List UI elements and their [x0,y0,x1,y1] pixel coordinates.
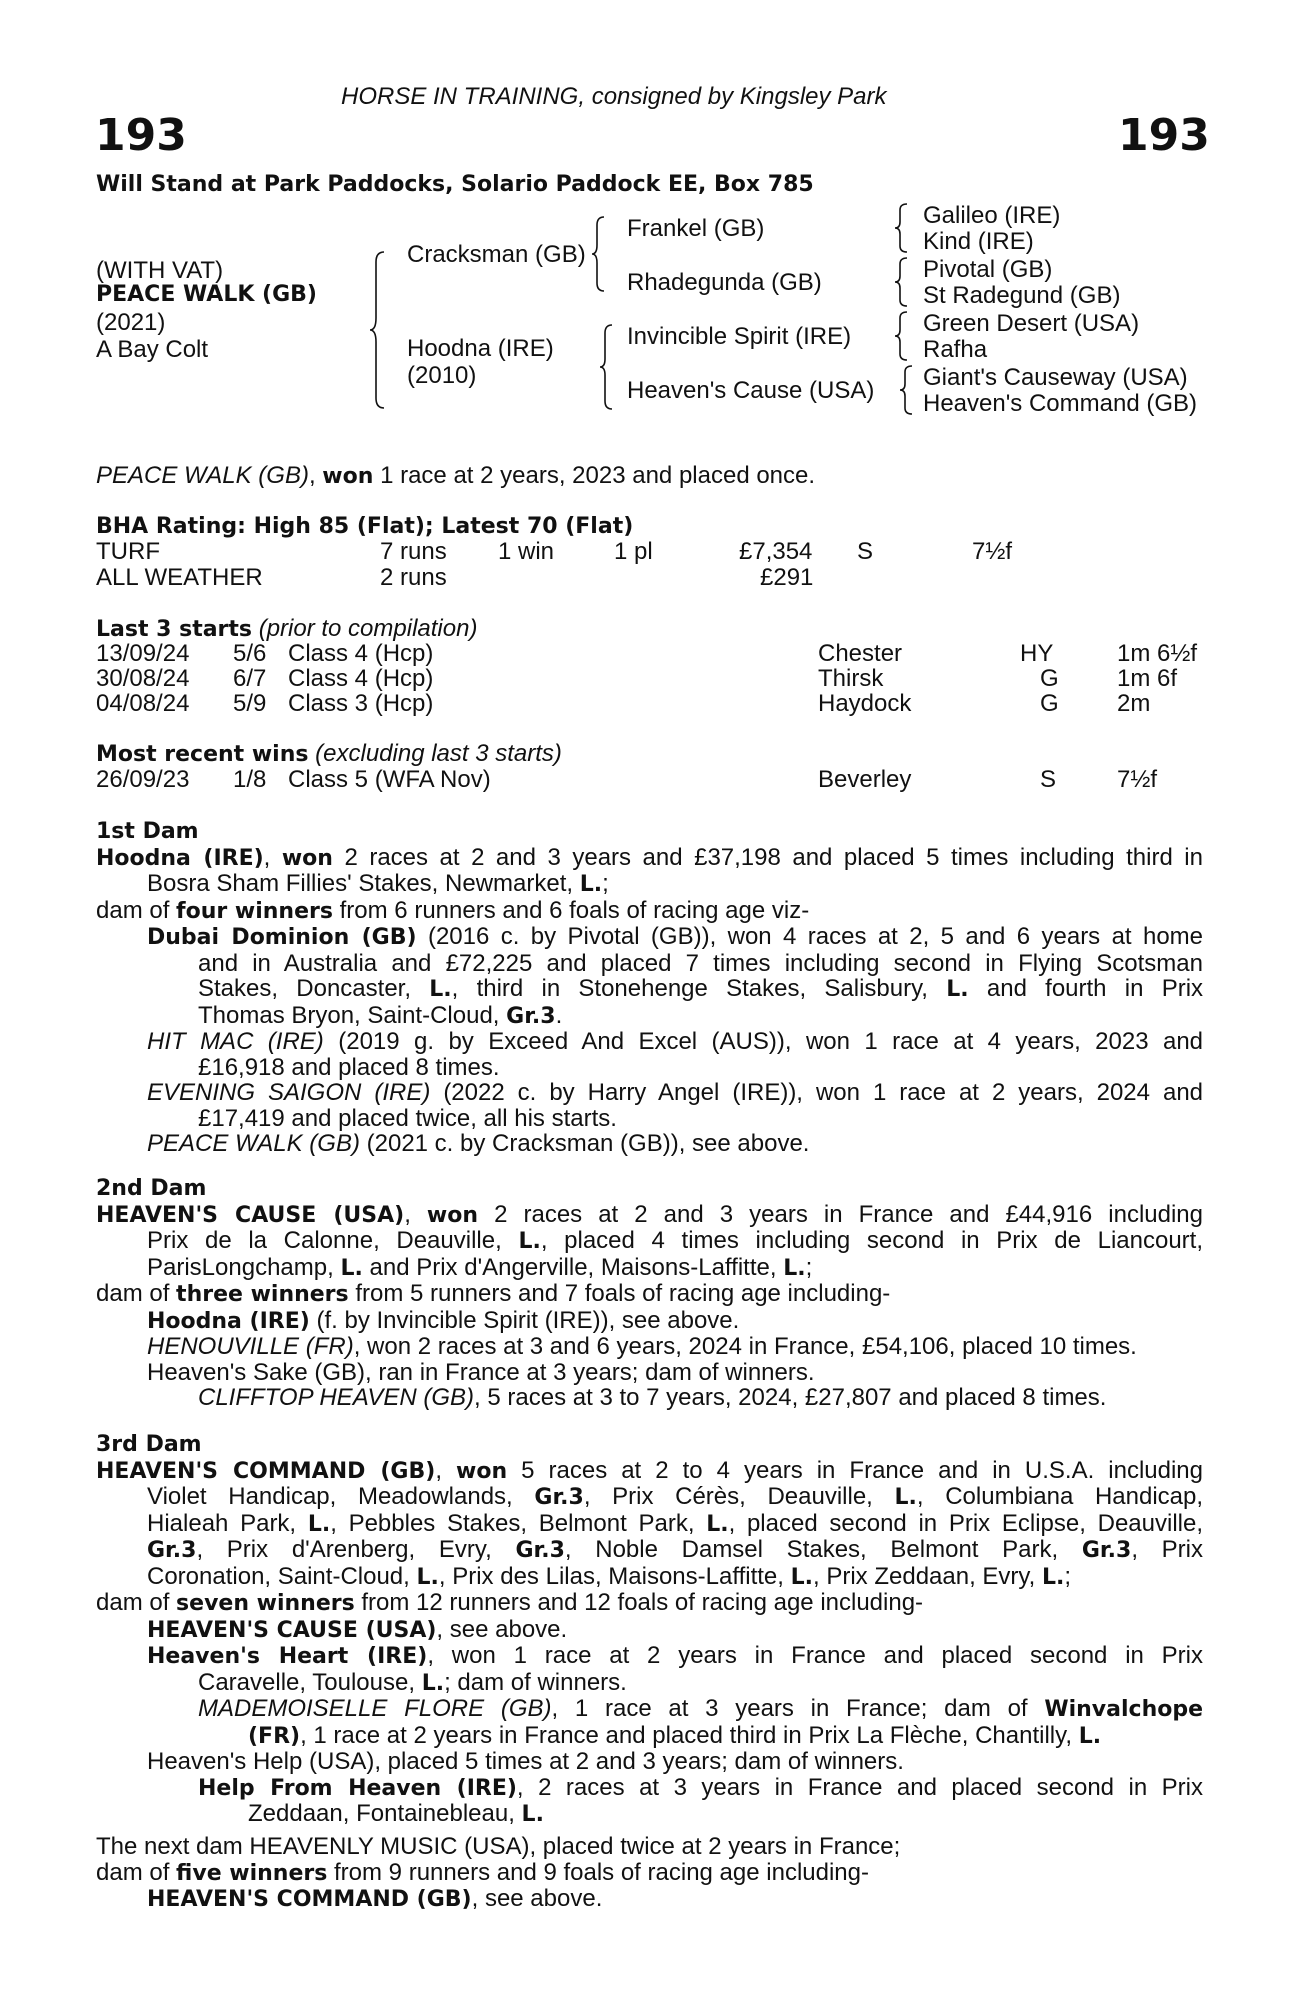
sd-dam: St Radegund (GB) [923,282,1121,309]
third-dam-line: Violet Handicap, Meadowlands, [147,1483,513,1510]
dam-year: (2010) [407,362,477,389]
progeny-name: Help From Heaven (IRE) [198,1775,517,1801]
second-dam-line: , placed 4 times including second in Prix de Liancourt, [540,1227,1203,1254]
group-marker: Gr.3 [534,1485,584,1510]
listed-marker: L. [416,1564,439,1590]
progeny-line: and in Australia and £72,225 and placed 7 times including second in Flying Scotsman [198,949,1203,977]
listed-marker: L. [1078,1723,1102,1749]
second-dam-name: HEAVEN'S CAUSE (USA) [96,1202,405,1228]
start-date: 30/08/24 [96,665,190,692]
dam-of: dam of [96,896,170,924]
punct: . [555,1001,563,1029]
third-dam-line: Hialeah Park, [147,1509,297,1537]
third-dam-line: , Prix d'Arenberg, Evry, [196,1536,492,1563]
lot-number-left: 193 [95,110,187,161]
second-dam-line: 2 races at 2 and 3 years in France and £44,916 including [494,1200,1204,1228]
start-going: HY [1020,640,1054,667]
progeny-line: Heaven's Help (USA), placed 5 times at 2 and 3 years; dam of winners. [147,1748,904,1775]
listed-marker: L. [307,1511,331,1537]
brace-sire [592,215,610,293]
won-word: won [456,1458,508,1484]
start-course: Chester [818,640,903,667]
brace-dam [600,323,618,411]
third-dam-line: , Columbiana Handicap, [916,1483,1204,1510]
rating-runs: 2 runs [380,564,447,591]
third-dam-section: 3rd Dam HEAVEN'S COMMAND (GB), won 5 races at 2 to 4 years in France and in U.S.A. including Violet Handicap, Meadowlands, Gr.3, Prix Cérès, Deauville, L., Columbiana Handicap, Hialeah Park, L., Pebbles Stakes, Belmont Park, L., placed second in Prix Eclipse, Deauville, Gr.3, Prix d'Arenberg, Evry, Gr.3, Noble Damsel Stakes, Belmont Park, Gr.3, Prix Coronation, Saint-Cloud, L., Prix des Lilas, Maisons-Laffitte, L., Prix Zeddaan, Evry, L.; dam of seven winners from 12 runners and 12 foals of racing age including- HEAVEN'S CAUSE (USA), see above. Heaven's Heart (IRE), won 1 race at 2 years in France and placed second in Prix Caravelle, Toulouse, L.; dam of winners. MADEMOISELLE FLORE (GB), 1 race at 3 years in France; dam of Winvalchope (FR), 1 race at 2 years in France and placed third in Prix La Flèche, Chantilly, L. Heaven's Help (USA), placed 5 times at 2 and 3 years; dam of winners. Help From Heaven (IRE), 2 races at 3 years in France and placed second in Prix Zeddaan, Fontainebleau, L. [96,1432,1204,1827]
start-date: 04/08/24 [96,690,190,717]
dd-sire: Giant's Causeway (USA) [923,364,1188,391]
first-dam-line: 2 races at 2 and 3 years and £37,198 and placed 5 times including third in [344,843,1203,871]
start-position: 5/6 [233,640,267,667]
listed-marker: L. [429,977,452,1002]
progeny-line: Zeddaan, Fontainebleau, [248,1800,515,1827]
rating-wins: 1 win [498,538,555,565]
rating-surface: TURF [96,538,160,565]
progeny-line: , won 2 races at 3 and 6 years, 2024 in France, £54,106, placed 10 times. [353,1333,1137,1360]
group-marker: Gr.3 [506,1003,556,1029]
vat-label: (WITH VAT) [96,257,224,284]
rating-runs: 7 runs [380,538,447,565]
runners-foals: from 5 runners and 7 foals of racing age including- [355,1280,891,1307]
second-dam-section: 2nd Dam HEAVEN'S CAUSE (USA), won 2 races at 2 and 3 years in France and £44,916 including Prix de la Calonne, Deauville, L., placed 4 times including second in Prix de Liancourt, ParisLongchamp, L. and Prix d'Angerville, Maisons-Laffitte, L.; dam of three winners from 5 runners and 7 foals of racing age including- Hoodna (IRE) (f. by Invincible Spirit (IRE)), see above. HENOUVILLE (FR), won 2 races at 3 and 6 years, 2024 in France, £54,106, placed 10 times. Heaven's Sake (GB), ran in France at 3 years; dam of winners. CLIFFTOP HEAVEN (GB), 5 races at 3 to 7 years, 2024, £27,807 and placed 8 times. [96,1176,1204,1411]
third-dam-line: , Prix Cérès, Deauville, [583,1483,873,1510]
progeny-line: Caravelle, Toulouse, [198,1668,416,1696]
start-date: 13/09/24 [96,640,190,667]
progeny-line: (2019 g. by Exceed And Excel (AUS)), won 1 race at 4 years, 2023 and [338,1028,1204,1055]
listed-marker: L. [521,1802,544,1827]
listed-marker: L. [790,1564,813,1590]
summary-horse-name: PEACE WALK (GB) [96,462,309,489]
progeny-line: , won 1 race at 2 years in France and placed second in Prix [427,1642,1204,1669]
listed-marker: L. [1041,1564,1065,1590]
win-position: 1/8 [233,766,267,793]
progeny-name: Heaven's Heart (IRE) [147,1644,428,1669]
dam-of: dam of [96,1589,170,1616]
recent-wins-title [96,741,562,768]
dam-sire: Invincible Spirit (IRE) [627,323,852,350]
sire-name: Cracksman (GB) [407,241,586,268]
group-marker: Gr.3 [147,1538,197,1563]
group-marker: Gr.3 [1081,1538,1132,1563]
progeny-line: Thomas Bryon, Saint-Cloud, [198,1001,500,1029]
third-dam-line: Coronation, Saint-Cloud, [147,1562,410,1590]
progeny-line: (2016 c. by Pivotal (GB)), won 4 races at 2, 5 and 6 years at home [427,923,1203,950]
start-distance: 2m [1117,690,1151,717]
sd-sire: Pivotal (GB) [923,256,1053,283]
second-dam-title: 2nd Dam [96,1176,207,1201]
listed-marker: L. [946,977,969,1002]
group-marker: Gr.3 [515,1538,565,1563]
rating-places: 1 pl [614,538,653,565]
brace-ds [895,310,911,362]
progeny-name: HEAVEN'S CAUSE (USA) [147,1617,437,1643]
won-word: won [281,845,333,871]
ds-dam: Rafha [923,336,988,363]
won-word: won [426,1202,479,1228]
last3-heading: Last 3 starts [96,617,253,642]
progeny-name: Dubai Dominion (GB) [147,925,417,950]
win-distance: 7½f [1117,766,1158,793]
punct: ; [805,1253,813,1281]
start-race: Class 4 (Hcp) [288,640,434,667]
third-dam-line: , Noble Damsel Stakes, Belmont Park, [564,1536,1059,1563]
listed-marker: L. [783,1255,806,1281]
progeny-name: (FR) [248,1723,301,1749]
second-dam-line: and Prix d'Angerville, Maisons-Laffitte, [369,1253,777,1281]
win-course: Beverley [818,766,912,793]
next-dam-line: The next dam HEAVENLY MUSIC (USA), placed twice at 2 years in France; [96,1833,901,1860]
listed-marker: L. [579,872,603,897]
dam-name: Hoodna (IRE) [407,335,554,362]
dd-dam: Heaven's Command (GB) [923,390,1198,417]
stand-location: Will Stand at Park Paddocks, Solario Paddock EE, Box 785 [96,172,814,197]
progeny-line: ; dam of winners. [444,1668,627,1696]
progeny-line: , third in Stonehenge Stakes, Salisbury, [451,975,928,1002]
runners-foals: from 12 runners and 12 foals of racing age including- [361,1589,924,1616]
horse-name: PEACE WALK (GB) [96,282,317,307]
listed-marker: L. [340,1255,363,1281]
punct: ; [602,870,609,897]
progeny-name: Hoodna (IRE) [147,1308,310,1334]
progeny-name: HENOUVILLE (FR) [147,1333,354,1360]
start-going: G [1040,665,1059,692]
lot-header: HORSE IN TRAINING, consigned by Kingsley Park [341,83,887,110]
progeny-name: CLIFFTOP HEAVEN (GB) [198,1384,475,1411]
progeny-line: , 1 race at 2 years in France and placed third in Prix La Flèche, Chantilly, [300,1721,1073,1749]
progeny-line: , 2 races at 3 years in France and placed second in Prix [516,1773,1203,1801]
first-dam-name: Hoodna (IRE) [96,845,264,871]
listed-marker: L. [518,1229,541,1254]
winners-count: three winners [176,1282,349,1307]
listed-marker: L. [421,1670,445,1696]
start-race: Class 3 (Hcp) [288,690,434,717]
dam-of: dam of [96,1858,170,1886]
recent-note: (excluding last 3 starts) [315,740,562,767]
last3-title [96,616,477,643]
progeny-line: (f. by Invincible Spirit (IRE)), see above. [316,1306,740,1334]
progeny-line: , see above. [471,1885,603,1912]
second-dam-line: ParisLongchamp, [147,1253,334,1281]
start-race: Class 4 (Hcp) [288,665,434,692]
progeny-line: £16,918 and placed 8 times. [198,1053,500,1081]
sire-sire: Frankel (GB) [627,215,765,242]
progeny-name: HIT MAC (IRE) [147,1028,324,1055]
dam-dam: Heaven's Cause (USA) [627,377,875,404]
first-dam-section: 1st Dam Hoodna (IRE), won 2 races at 2 and 3 years and £37,198 and placed 5 times including third in Bosra Sham Fillies' Stakes, Newmarket, L.; dam of four winners from 6 runners and 6 foals of racing age viz- Dubai Dominion (GB) (2016 c. by Pivotal (GB)), won 4 races at 2, 5 and 6 years at home and in Australia and £72,225 and placed 7 times including second in Flying Scotsman Stakes, Doncaster, L., third in Stonehenge Stakes, Salisbury, L. and fourth in Prix Thomas Bryon, Saint-Cloud, Gr.3. HIT MAC (IRE) (2019 g. by Exceed And Excel (AUS)), won 1 race at 4 years, 2023 and £16,918 and placed 8 times. EVENING SAIGON (IRE) (2022 c. by Harry Angel (IRE)), won 1 race at 2 years, 2024 and £17,419 and placed twice, all his starts. PEACE WALK (GB) (2021 c. by Cracksman (GB)), see above. [96,819,1204,1157]
rating-prize: £291 [760,564,814,591]
ss-dam: Kind (IRE) [923,228,1034,255]
progeny-name: HEAVEN'S COMMAND (GB) [147,1887,472,1912]
progeny-line: (2021 c. by Cracksman (GB)), see above. [366,1130,810,1157]
second-dam-line: Prix de la Calonne, Deauville, [147,1227,502,1254]
start-distance: 1m 6½f [1117,640,1198,667]
race-summary: PEACE WALK (GB), won 1 race at 2 years, 2023 and placed once. [96,462,816,489]
start-course: Haydock [818,690,912,717]
brace-dd [900,364,916,416]
winners-count: five winners [176,1860,328,1886]
sire-dam: Rhadegunda (GB) [627,269,822,296]
win-going: S [1040,766,1057,793]
rating-going: S [857,538,874,565]
third-dam-line: , Prix [1131,1536,1204,1563]
brace-main [370,250,390,410]
dam-of: dam of [96,1280,170,1307]
start-position: 5/9 [233,690,267,717]
progeny-line: Stakes, Doncaster, [198,975,412,1002]
start-course: Thirsk [818,665,884,692]
summary-won: won [322,464,374,489]
listed-marker: L. [706,1511,729,1537]
progeny-name: MADEMOISELLE FLORE (GB) [198,1695,552,1722]
winners-count: seven winners [176,1591,355,1616]
ss-sire: Galileo (IRE) [923,202,1061,229]
punct: ; [1064,1562,1072,1590]
progeny-line: Heaven's Sake (GB), ran in France at 3 years; dam of winners. [147,1358,815,1386]
summary-rest: 1 race at 2 years, 2023 and placed once. [380,462,816,489]
third-dam-line: , Prix Zeddaan, Evry, [813,1562,1036,1590]
winners-count: four winners [176,898,333,924]
third-dam-line: , Pebbles Stakes, Belmont Park, [330,1509,695,1537]
first-dam-line: Bosra Sham Fillies' Stakes, Newmarket, [147,870,574,897]
rating-surface: ALL WEATHER [96,564,263,591]
third-dam-line: 5 races at 2 to 4 years in France and in U.S.A. including [521,1456,1203,1484]
third-dam-name: HEAVEN'S COMMAND (GB) [96,1458,436,1484]
win-date: 26/09/23 [96,766,190,793]
runners-foals: from 9 runners and 9 foals of racing age including- [334,1858,869,1886]
progeny-line: (2022 c. by Harry Angel (IRE)), won 1 race at 2 years, 2024 and [443,1079,1204,1106]
progeny-name: Winvalchope [1044,1697,1204,1722]
brace-ss [895,202,911,254]
first-dam-title: 1st Dam [96,819,199,844]
third-dam-line: , placed second in Prix Eclipse, Deauville, [728,1509,1203,1537]
rating-prize: £7,354 [739,538,813,565]
recent-heading: Most recent wins [96,742,309,767]
horse-description: A Bay Colt [96,336,209,363]
listed-marker: L. [894,1485,917,1510]
ds-sire: Green Desert (USA) [923,310,1140,337]
next-dam-section [96,1834,1203,1913]
progeny-line: £17,419 and placed twice, all his starts. [198,1104,617,1132]
progeny-line: , 5 races at 3 to 7 years, 2024, £27,807 and placed 8 times. [474,1384,1107,1411]
progeny-name: EVENING SAIGON (IRE) [147,1079,431,1106]
rating-distance: 7½f [972,538,1013,565]
progeny-name: PEACE WALK (GB) [147,1130,360,1157]
start-distance: 1m 6f [1117,665,1178,692]
brace-sd [895,256,911,308]
horse-year: (2021) [96,309,166,336]
win-race: Class 5 (WFA Nov) [288,766,491,793]
start-position: 6/7 [233,665,267,692]
lot-number-right: 193 [1118,110,1210,161]
progeny-line: , 1 race at 3 years in France; dam of [551,1695,1028,1722]
progeny-line: , see above. [436,1615,568,1643]
third-dam-line: , Prix des Lilas, Maisons-Laffitte, [438,1562,784,1590]
start-going: G [1040,690,1059,717]
bha-rating-title: BHA Rating: High 85 (Flat); Latest 70 (Flat) [96,514,634,539]
runners-foals: from 6 runners and 6 foals of racing age viz- [339,896,810,924]
last3-note: (prior to compilation) [258,615,478,642]
third-dam-title: 3rd Dam [96,1432,202,1457]
progeny-line: and fourth in Prix [986,975,1204,1002]
